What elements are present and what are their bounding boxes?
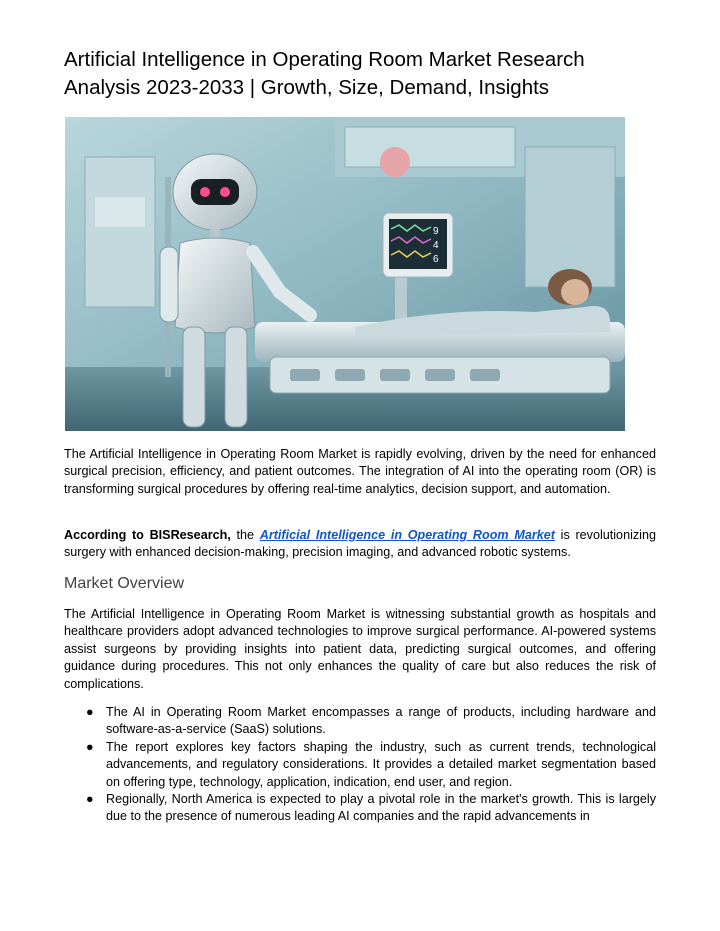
source-paragraph: [64, 527, 656, 562]
hero-image: [65, 117, 625, 431]
list-item: [64, 704, 656, 739]
page-title: [64, 46, 656, 102]
bullet-icon: ●: [86, 792, 94, 807]
list-item: [64, 739, 656, 791]
monitor-reading-3: 6: [433, 254, 439, 265]
monitor-reading-2: 4: [433, 240, 439, 251]
title-line-1: Artificial Intelligence in Operating Room Market Research: [64, 48, 585, 71]
market-report-link[interactable]: Artificial Intelligence in Operating Room Market: [259, 528, 555, 542]
list-item-text: The AI in Operating Room Market encompasses a range of products, including hardware and software-as-a-service (SaaS) solutions.: [106, 705, 656, 737]
bullet-icon: ●: [86, 739, 94, 754]
monitor-reading-1: 9: [433, 226, 439, 237]
bullet-icon: ●: [86, 705, 94, 719]
source-rest: is revolutionizing surgery with enhanced decision-making, precision imaging, and advanced robotic systems.: [64, 528, 656, 560]
operating-room-robot-illustration: [65, 117, 625, 431]
list-item-text: The report explores key factors shaping the industry, such as current trends, technological advancements, and regulatory considerations. It provides a detailed market segmentation based on offering type, technology, application, indication, end user, and region.: [106, 739, 656, 789]
list-item-text: Regionally, North America is expected to play a pivotal role in the market's growth. This is largely due to the presence of numerous leading AI companies and the rapid advancements in: [106, 792, 656, 824]
intro-paragraph: The Artificial Intelligence in Operating Room Market is rapidly evolving, driven by the need for enhanced surgical precision, efficiency, and patient outcomes. The integration of AI into the operating room (OR) is transforming surgical procedures by offering real-time analytics, decision support, and automation.: [64, 447, 656, 496]
list-item: [64, 791, 656, 826]
bullet-list: [64, 704, 656, 826]
source-connector: the: [230, 528, 260, 542]
source-lead: According to BISResearch,: [64, 528, 231, 542]
title-line-2: Analysis 2023-2033 | Growth, Size, Demand, Insights: [64, 76, 550, 99]
section-heading-market-overview: Market Overview: [64, 575, 185, 592]
overview-paragraph: The Artificial Intelligence in Operating Room Market is witnessing substantial growth as hospitals and healthcare providers adopt advanced technologies to improve surgical performance. AI-powered systems assist surgeons by providing insights into patient data, predicting surgical outcomes, and offering guidance during procedures. This not only enhances the quality of care but also reduces the risk of complications.: [64, 607, 656, 691]
